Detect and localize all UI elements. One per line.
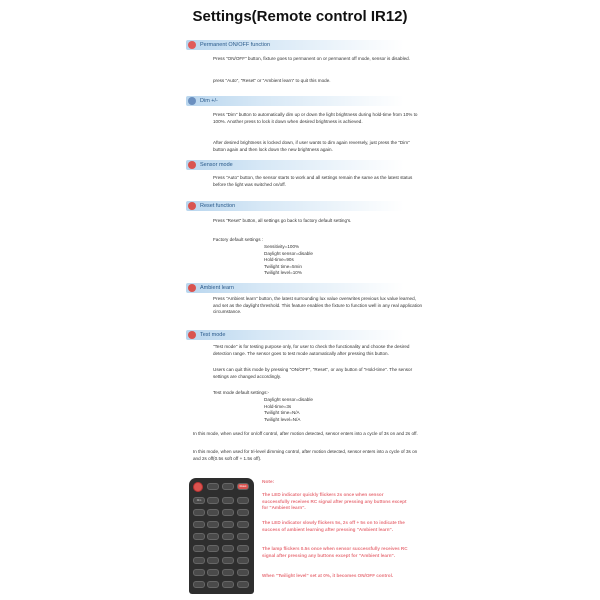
test-defaults-list: Daylight sensor=disable Hold-time=3s Twilight time=N/A Twilight level=N/A — [264, 397, 313, 422]
section-header-sensor — [186, 160, 404, 170]
test-text-5: In this mode, when used for tri-level dimming control, after motion detected, sensor enters into a cycle of 3s on and 2s off(0.5s soft off + 1.5s off). — [193, 449, 418, 461]
dim-text-2: After desired brightness is locked down, if user wants to dim again reversely, just press the "Dim" button again and then lock down the new brightness again. — [213, 140, 410, 152]
remote-reset-btn: Reset — [237, 483, 249, 490]
remote-btn — [207, 509, 219, 516]
dim-text-1: Press "Dim" button to automatically dim up or down the light brightness during hold-time from 10% to 100%. Another press to lock it down when desired brightness is achieved. — [213, 112, 418, 124]
remote-btn — [237, 497, 249, 504]
onoff-text-2: press "Auto", "Reset" or "Ambient learn" to quit this mode. — [213, 78, 331, 83]
remote-btn — [237, 581, 249, 588]
remote-btn — [237, 521, 249, 528]
note-title: Note: — [262, 480, 275, 485]
section-label: Sensor mode — [200, 162, 233, 168]
note-2: The LED indicator slowly flickers 5s, 2s off + 5s on to indicate the success of ambient learning after pressing "Ambient learn". — [262, 520, 405, 532]
test-text-1: "Test mode" is for testing purpose only, for user to check the functionality and choose the desired detection range. The sensor goes to test mode automatically after pressing this button. — [213, 344, 410, 356]
test-text-3: Test mode default settings:- — [213, 390, 270, 395]
remote-btn — [207, 569, 219, 576]
remote-btn — [237, 569, 249, 576]
remote-btn — [193, 521, 205, 528]
remote-btn — [237, 509, 249, 516]
remote-btn — [207, 521, 219, 528]
reset-defaults-list: Sensitivity=100% Daylight sensor=disable Hold-time=90s Twilight time=5min Twilight level=10% — [264, 244, 313, 276]
test-text-2: Users can quit this mode by pressing "ON/OFF", "Reset", or any button of "Hold-time". The sensor settings are changed accordingly. — [213, 367, 413, 379]
remote-btn — [222, 557, 234, 564]
remote-btn — [207, 557, 219, 564]
onoff-text-1: Press "ON/OFF" button, fixture goes to permanent on or permanent off mode, sensor is disabled. — [213, 56, 410, 61]
reset-text-2: Factory default settings : — [213, 237, 264, 242]
remote-btn — [207, 545, 219, 552]
note-4: When "Twilight level" set at 0%, it becomes ON/OFF control. — [262, 573, 394, 578]
remote-btn — [193, 509, 205, 516]
section-header-ambient — [186, 283, 404, 293]
remote-btn — [222, 545, 234, 552]
remote-btn — [193, 545, 205, 552]
remote-btn — [207, 497, 219, 504]
reset-text-1: Press "Reset" button, all settings go back to factory default setting's. — [213, 218, 352, 223]
remote-btn — [193, 581, 205, 588]
remote-btn — [193, 557, 205, 564]
dim-icon — [188, 97, 196, 105]
remote-btn — [222, 497, 234, 504]
test-icon — [188, 331, 196, 339]
remote-btn — [207, 483, 219, 490]
remote-btn — [222, 533, 234, 540]
ambient-icon — [188, 284, 196, 292]
section-label: Ambient learn — [200, 285, 234, 291]
remote-btn — [222, 509, 234, 516]
remote-btn — [207, 581, 219, 588]
remote-control-image — [189, 478, 254, 594]
section-header-reset — [186, 201, 404, 211]
remote-btn — [193, 533, 205, 540]
sensor-text-1: Press "Auto" button, the sensor starts to work and all settings remain the same as the latest status before the light was switched on/off. — [213, 175, 413, 187]
remote-btn — [193, 569, 205, 576]
remote-btn — [237, 557, 249, 564]
remote-btn — [222, 483, 234, 490]
remote-btn — [207, 533, 219, 540]
section-label: Dim +/- — [200, 98, 218, 104]
ambient-text-1: Press "Ambient learn" button, the latest surrounding lux value overwrites previous lux value learned, and set as the daylight threshold. This feature enables the fixture to function well in any real application circumstance. — [213, 296, 423, 315]
power-icon — [188, 41, 196, 49]
remote-btn — [237, 545, 249, 552]
section-header-dim — [186, 96, 404, 106]
sensor-icon — [188, 161, 196, 169]
test-text-4: In this mode, when used for on/off control, after motion detected, sensor enters into a cycle of 3s on and 2s off. — [193, 431, 418, 436]
remote-btn — [222, 569, 234, 576]
remote-btn — [237, 533, 249, 540]
note-3: The lamp flickers 0.5s once when sensor successfully receives RC signal after pressing any buttons except for "Ambient learn". — [262, 546, 408, 558]
page-title: Settings(Remote control IR12) — [192, 8, 408, 25]
reset-icon — [188, 202, 196, 210]
section-label: Permanent ON/OFF function — [200, 42, 270, 48]
remote-btn — [222, 521, 234, 528]
note-1: The LED indicator quickly flickers 2s once when sensor successfully receives RC signal after pressing any buttons except for "Ambient learn". — [262, 492, 407, 511]
remote-btn: Dim — [193, 497, 205, 504]
section-label: Test mode — [200, 332, 226, 338]
power-button-icon — [193, 482, 203, 492]
section-header-onoff — [186, 40, 404, 50]
section-label: Reset function — [200, 203, 236, 209]
section-header-test — [186, 330, 404, 340]
remote-btn — [222, 581, 234, 588]
